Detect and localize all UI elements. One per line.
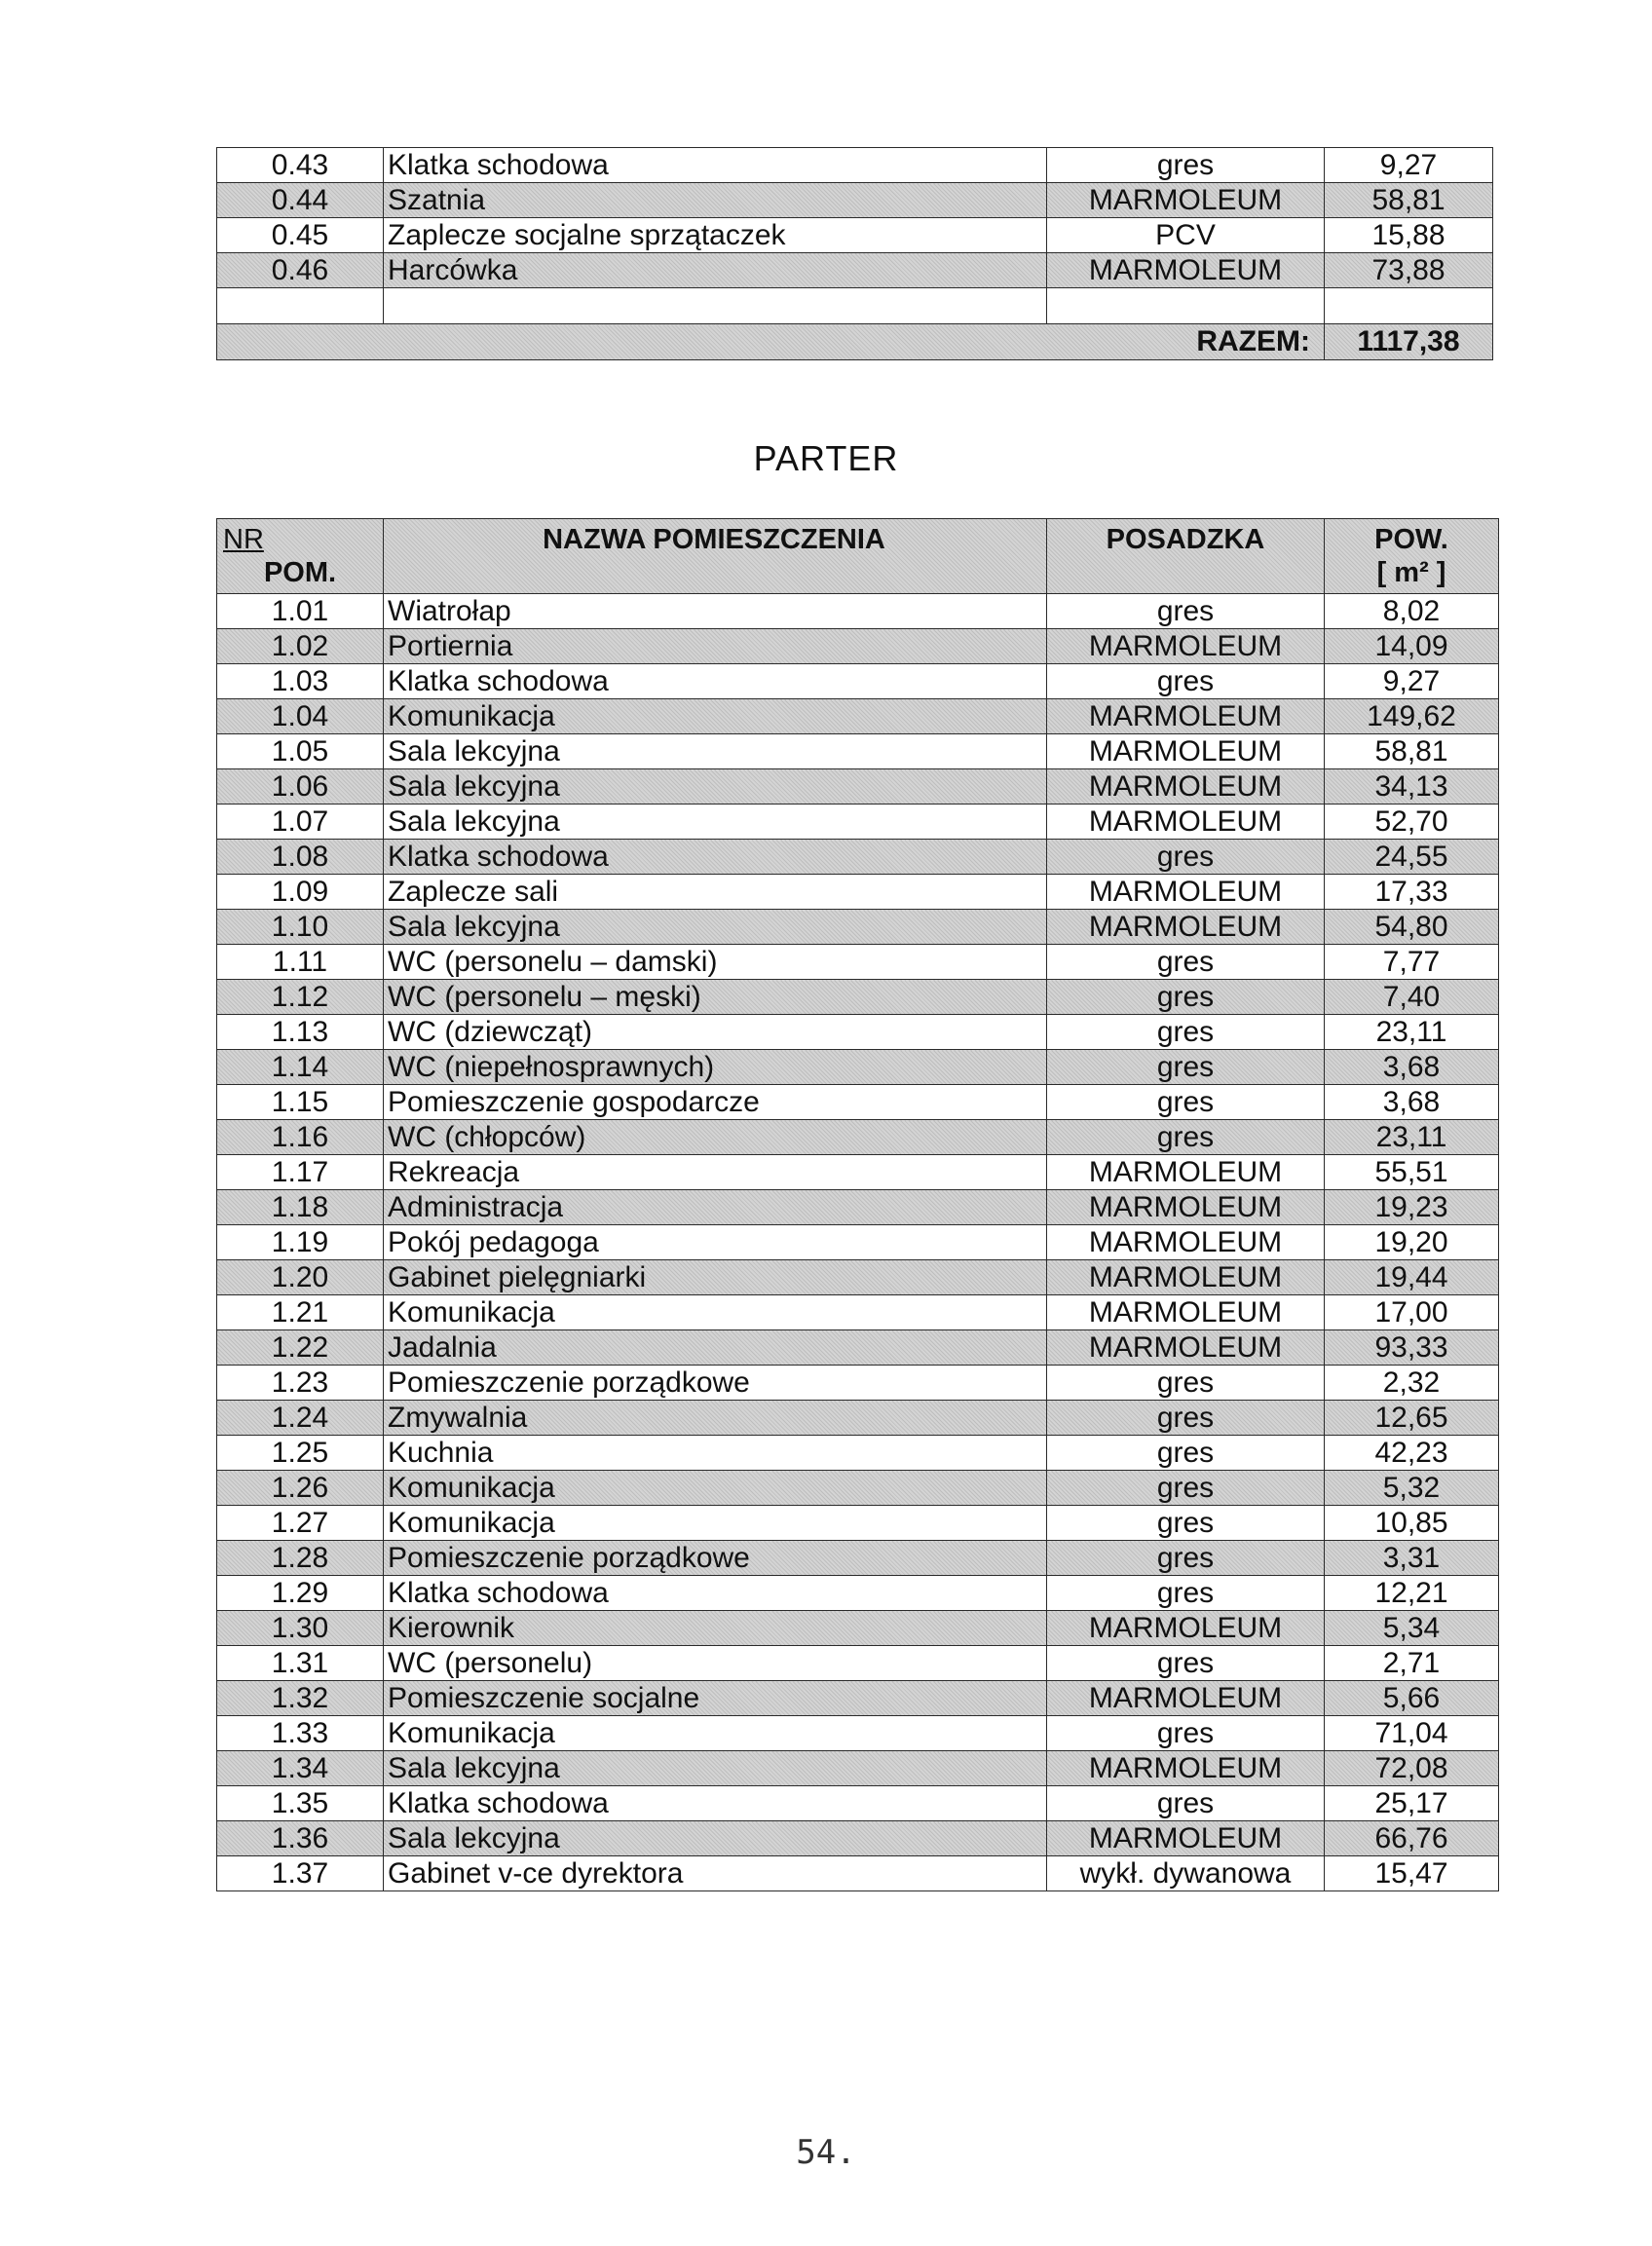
- area-cell: 73,88: [1325, 253, 1493, 288]
- floor-type-cell: MARMOLEUM: [1047, 1155, 1325, 1190]
- area-cell: 34,13: [1325, 769, 1499, 805]
- floor-type-cell: wykł. dywanowa: [1047, 1856, 1325, 1891]
- room-number-cell: 1.34: [217, 1751, 384, 1786]
- floor-type-cell: MARMOLEUM: [1047, 1260, 1325, 1295]
- room-name-cell: Sala lekcyjna: [384, 734, 1047, 769]
- table-row: [217, 1015, 1499, 1050]
- room-name-cell: Rekreacja: [384, 1155, 1047, 1190]
- room-number-cell: 1.12: [217, 980, 384, 1015]
- header-area-top: POW.: [1374, 524, 1448, 555]
- room-number-cell: 1.19: [217, 1225, 384, 1260]
- floor-type-cell: MARMOLEUM: [1047, 1681, 1325, 1716]
- floor-type-cell: gres: [1047, 945, 1325, 980]
- table-row: [217, 1856, 1499, 1891]
- room-name-cell: WC (personelu – damski): [384, 945, 1047, 980]
- table-row: [217, 1085, 1499, 1120]
- header-nr-top: NR: [223, 524, 264, 555]
- room-name-cell: Wiatrołap: [384, 594, 1047, 629]
- table-row: [217, 148, 1493, 183]
- area-cell: 24,55: [1325, 840, 1499, 875]
- table-row: [217, 699, 1499, 734]
- area-cell: 93,33: [1325, 1330, 1499, 1366]
- area-cell: 25,17: [1325, 1786, 1499, 1821]
- table-row: [217, 1155, 1499, 1190]
- room-number-cell: 1.01: [217, 594, 384, 629]
- table-row: [217, 1050, 1499, 1085]
- table-row: [217, 1611, 1499, 1646]
- table-row: [217, 1225, 1499, 1260]
- table-row: [217, 664, 1499, 699]
- table-row: [217, 1120, 1499, 1155]
- room-name-cell: Komunikacja: [384, 1716, 1047, 1751]
- floor-type-cell: gres: [1047, 1366, 1325, 1401]
- floor-type-cell: MARMOLEUM: [1047, 1751, 1325, 1786]
- table-row: [217, 1506, 1499, 1541]
- table-row-blank: [217, 288, 1493, 324]
- floor-type-cell: MARMOLEUM: [1047, 1190, 1325, 1225]
- header-floor: POSADZKA: [1047, 519, 1325, 594]
- area-cell: 7,77: [1325, 945, 1499, 980]
- table-row: [217, 734, 1499, 769]
- area-cell: 58,81: [1325, 183, 1493, 218]
- area-cell: 9,27: [1325, 148, 1493, 183]
- room-name-cell: Zmywalnia: [384, 1401, 1047, 1436]
- room-name-cell: Klatka schodowa: [384, 840, 1047, 875]
- area-cell: 55,51: [1325, 1155, 1499, 1190]
- room-name-cell: Harcówka: [384, 253, 1047, 288]
- room-name-cell: Jadalnia: [384, 1330, 1047, 1366]
- room-number-cell: 1.30: [217, 1611, 384, 1646]
- room-name-cell: Sala lekcyjna: [384, 805, 1047, 840]
- table-row: [217, 629, 1499, 664]
- table-header-row: [217, 519, 1499, 594]
- room-number-cell: 1.09: [217, 875, 384, 910]
- table-row: [217, 1436, 1499, 1471]
- floor-type-cell: MARMOLEUM: [1047, 910, 1325, 945]
- room-name-cell: Klatka schodowa: [384, 1576, 1047, 1611]
- room-name-cell: Gabinet pielęgniarki: [384, 1260, 1047, 1295]
- room-name-cell: Pomieszczenie gospodarcze: [384, 1085, 1047, 1120]
- area-cell: 58,81: [1325, 734, 1499, 769]
- floor-type-cell: gres: [1047, 1015, 1325, 1050]
- table-row: [217, 183, 1493, 218]
- table-row: [217, 1260, 1499, 1295]
- floor-type-cell: gres: [1047, 1436, 1325, 1471]
- area-cell: 54,80: [1325, 910, 1499, 945]
- table-row: [217, 910, 1499, 945]
- table-row: [217, 253, 1493, 288]
- room-name-cell: Pomieszczenie socjalne: [384, 1681, 1047, 1716]
- room-name-cell: Administracja: [384, 1190, 1047, 1225]
- area-cell: 2,32: [1325, 1366, 1499, 1401]
- floor-type-cell: MARMOLEUM: [1047, 253, 1325, 288]
- floor-type-cell: MARMOLEUM: [1047, 875, 1325, 910]
- total-label: RAZEM:: [217, 324, 1325, 360]
- room-name-cell: Pomieszczenie porządkowe: [384, 1541, 1047, 1576]
- room-number-cell: 1.13: [217, 1015, 384, 1050]
- room-name-cell: Klatka schodowa: [384, 148, 1047, 183]
- floor-type-cell: gres: [1047, 1050, 1325, 1085]
- table-row: [217, 594, 1499, 629]
- area-cell: 5,66: [1325, 1681, 1499, 1716]
- area-cell: 66,76: [1325, 1821, 1499, 1856]
- area-cell: 17,33: [1325, 875, 1499, 910]
- area-cell: 8,02: [1325, 594, 1499, 629]
- room-name-cell: WC (chłopców): [384, 1120, 1047, 1155]
- room-number-cell: 1.28: [217, 1541, 384, 1576]
- room-number-cell: 1.35: [217, 1786, 384, 1821]
- area-cell: 5,34: [1325, 1611, 1499, 1646]
- room-number-cell: 1.18: [217, 1190, 384, 1225]
- area-cell: 42,23: [1325, 1436, 1499, 1471]
- area-cell: 10,85: [1325, 1506, 1499, 1541]
- header-name: NAZWA POMIESZCZENIA: [384, 519, 1047, 594]
- table-row: [217, 1190, 1499, 1225]
- area-cell: 7,40: [1325, 980, 1499, 1015]
- area-cell: 52,70: [1325, 805, 1499, 840]
- area-cell: 71,04: [1325, 1716, 1499, 1751]
- room-number-cell: 1.21: [217, 1295, 384, 1330]
- table-row: [217, 1751, 1499, 1786]
- room-number-cell: 1.33: [217, 1716, 384, 1751]
- room-number-cell: 0.44: [217, 183, 384, 218]
- cell-blank-area: [1325, 288, 1493, 324]
- table-row: [217, 1786, 1499, 1821]
- floor-type-cell: gres: [1047, 1401, 1325, 1436]
- area-cell: 23,11: [1325, 1120, 1499, 1155]
- area-cell: 149,62: [1325, 699, 1499, 734]
- room-name-cell: WC (dziewcząt): [384, 1015, 1047, 1050]
- table-row: [217, 805, 1499, 840]
- table-row: [217, 980, 1499, 1015]
- room-number-cell: 1.16: [217, 1120, 384, 1155]
- table-row-total: [217, 324, 1493, 360]
- table-row: [217, 1646, 1499, 1681]
- header-area: [1325, 519, 1499, 594]
- room-name-cell: Szatnia: [384, 183, 1047, 218]
- floor-type-cell: gres: [1047, 1471, 1325, 1506]
- room-number-cell: 1.07: [217, 805, 384, 840]
- room-number-cell: 1.15: [217, 1085, 384, 1120]
- floor-type-cell: gres: [1047, 594, 1325, 629]
- room-number-cell: 1.23: [217, 1366, 384, 1401]
- area-cell: 19,23: [1325, 1190, 1499, 1225]
- floor-type-cell: gres: [1047, 1786, 1325, 1821]
- area-cell: 12,65: [1325, 1401, 1499, 1436]
- floor-type-cell: MARMOLEUM: [1047, 805, 1325, 840]
- floor-type-cell: gres: [1047, 1541, 1325, 1576]
- room-name-cell: Kierownik: [384, 1611, 1047, 1646]
- room-number-cell: 1.14: [217, 1050, 384, 1085]
- area-cell: 12,21: [1325, 1576, 1499, 1611]
- table-row: [217, 1295, 1499, 1330]
- room-number-cell: 1.31: [217, 1646, 384, 1681]
- room-number-cell: 1.04: [217, 699, 384, 734]
- room-name-cell: Kuchnia: [384, 1436, 1047, 1471]
- area-cell: 3,68: [1325, 1050, 1499, 1085]
- table-row: [217, 1330, 1499, 1366]
- floor-type-cell: gres: [1047, 664, 1325, 699]
- room-number-cell: 1.27: [217, 1506, 384, 1541]
- room-number-cell: 1.36: [217, 1821, 384, 1856]
- cell-blank-floor: [1047, 288, 1325, 324]
- header-nr: [217, 519, 384, 594]
- room-name-cell: Gabinet v-ce dyrektora: [384, 1856, 1047, 1891]
- room-number-cell: 0.46: [217, 253, 384, 288]
- room-number-cell: 1.11: [217, 945, 384, 980]
- table-row: [217, 1716, 1499, 1751]
- room-name-cell: WC (personelu): [384, 1646, 1047, 1681]
- room-name-cell: WC (niepełnosprawnych): [384, 1050, 1047, 1085]
- floor-type-cell: gres: [1047, 840, 1325, 875]
- table-row: [217, 1576, 1499, 1611]
- room-number-cell: 1.26: [217, 1471, 384, 1506]
- table-row: [217, 1681, 1499, 1716]
- header-nr-bottom: POM.: [263, 557, 337, 588]
- floor-type-cell: gres: [1047, 1716, 1325, 1751]
- room-name-cell: Komunikacja: [384, 1295, 1047, 1330]
- floor-type-cell: gres: [1047, 1506, 1325, 1541]
- room-name-cell: Komunikacja: [384, 699, 1047, 734]
- room-number-cell: 0.43: [217, 148, 384, 183]
- floor-type-cell: MARMOLEUM: [1047, 1295, 1325, 1330]
- table-row: [217, 1471, 1499, 1506]
- area-cell: 2,71: [1325, 1646, 1499, 1681]
- room-number-cell: 1.03: [217, 664, 384, 699]
- room-number-cell: 1.10: [217, 910, 384, 945]
- room-number-cell: 1.20: [217, 1260, 384, 1295]
- floor-type-cell: MARMOLEUM: [1047, 1225, 1325, 1260]
- floor-type-cell: gres: [1047, 1576, 1325, 1611]
- room-name-cell: Sala lekcyjna: [384, 1751, 1047, 1786]
- floor-type-cell: MARMOLEUM: [1047, 1330, 1325, 1366]
- table-row: [217, 1541, 1499, 1576]
- table-row: [217, 875, 1499, 910]
- room-name-cell: Sala lekcyjna: [384, 910, 1047, 945]
- room-name-cell: Sala lekcyjna: [384, 1821, 1047, 1856]
- floor-type-cell: MARMOLEUM: [1047, 1821, 1325, 1856]
- room-number-cell: 1.37: [217, 1856, 384, 1891]
- ground-floor-room-table-body: [217, 519, 1499, 1891]
- area-cell: 72,08: [1325, 1751, 1499, 1786]
- room-name-cell: Komunikacja: [384, 1471, 1047, 1506]
- floor-type-cell: MARMOLEUM: [1047, 629, 1325, 664]
- room-name-cell: Sala lekcyjna: [384, 769, 1047, 805]
- room-number-cell: 1.06: [217, 769, 384, 805]
- ground-floor-room-table: [216, 518, 1499, 1891]
- floor-type-cell: gres: [1047, 148, 1325, 183]
- table-row: [217, 840, 1499, 875]
- area-cell: 15,88: [1325, 218, 1493, 253]
- table-row: [217, 1366, 1499, 1401]
- room-name-cell: Pokój pedagoga: [384, 1225, 1047, 1260]
- room-number-cell: 1.29: [217, 1576, 384, 1611]
- total-value: 1117,38: [1325, 324, 1493, 360]
- table-row: [217, 1821, 1499, 1856]
- room-number-cell: 1.22: [217, 1330, 384, 1366]
- room-name-cell: Zaplecze socjalne sprzątaczek: [384, 218, 1047, 253]
- cell-blank-nr: [217, 288, 384, 324]
- area-cell: 5,32: [1325, 1471, 1499, 1506]
- floor-type-cell: MARMOLEUM: [1047, 183, 1325, 218]
- area-cell: 23,11: [1325, 1015, 1499, 1050]
- room-name-cell: Klatka schodowa: [384, 664, 1047, 699]
- area-cell: 19,20: [1325, 1225, 1499, 1260]
- room-number-cell: 1.24: [217, 1401, 384, 1436]
- room-name-cell: Komunikacja: [384, 1506, 1047, 1541]
- room-number-cell: 1.08: [217, 840, 384, 875]
- room-name-cell: Zaplecze sali: [384, 875, 1047, 910]
- floor-type-cell: MARMOLEUM: [1047, 1611, 1325, 1646]
- room-number-cell: 1.32: [217, 1681, 384, 1716]
- area-cell: 3,31: [1325, 1541, 1499, 1576]
- area-cell: 17,00: [1325, 1295, 1499, 1330]
- room-name-cell: WC (personelu – męski): [384, 980, 1047, 1015]
- floor-type-cell: gres: [1047, 1646, 1325, 1681]
- header-area-unit: [ m² ]: [1376, 557, 1446, 588]
- page-number: 54.: [796, 2133, 856, 2172]
- floor-type-cell: PCV: [1047, 218, 1325, 253]
- table-row: [217, 945, 1499, 980]
- floor-type-cell: MARMOLEUM: [1047, 734, 1325, 769]
- room-number-cell: 1.05: [217, 734, 384, 769]
- table-row: [217, 1401, 1499, 1436]
- continued-room-table-body: [217, 148, 1493, 360]
- floor-type-cell: MARMOLEUM: [1047, 699, 1325, 734]
- area-cell: 15,47: [1325, 1856, 1499, 1891]
- room-number-cell: 1.17: [217, 1155, 384, 1190]
- room-name-cell: Pomieszczenie porządkowe: [384, 1366, 1047, 1401]
- area-cell: 3,68: [1325, 1085, 1499, 1120]
- room-number-cell: 1.02: [217, 629, 384, 664]
- continued-room-table: [216, 147, 1493, 360]
- section-title: PARTER: [753, 438, 899, 478]
- area-cell: 19,44: [1325, 1260, 1499, 1295]
- floor-type-cell: gres: [1047, 1085, 1325, 1120]
- table-row: [217, 218, 1493, 253]
- cell-blank-name: [384, 288, 1047, 324]
- floor-type-cell: MARMOLEUM: [1047, 769, 1325, 805]
- area-cell: 9,27: [1325, 664, 1499, 699]
- floor-type-cell: gres: [1047, 1120, 1325, 1155]
- area-cell: 14,09: [1325, 629, 1499, 664]
- room-name-cell: Klatka schodowa: [384, 1786, 1047, 1821]
- room-number-cell: 0.45: [217, 218, 384, 253]
- floor-type-cell: gres: [1047, 980, 1325, 1015]
- room-number-cell: 1.25: [217, 1436, 384, 1471]
- room-name-cell: Portiernia: [384, 629, 1047, 664]
- table-row: [217, 769, 1499, 805]
